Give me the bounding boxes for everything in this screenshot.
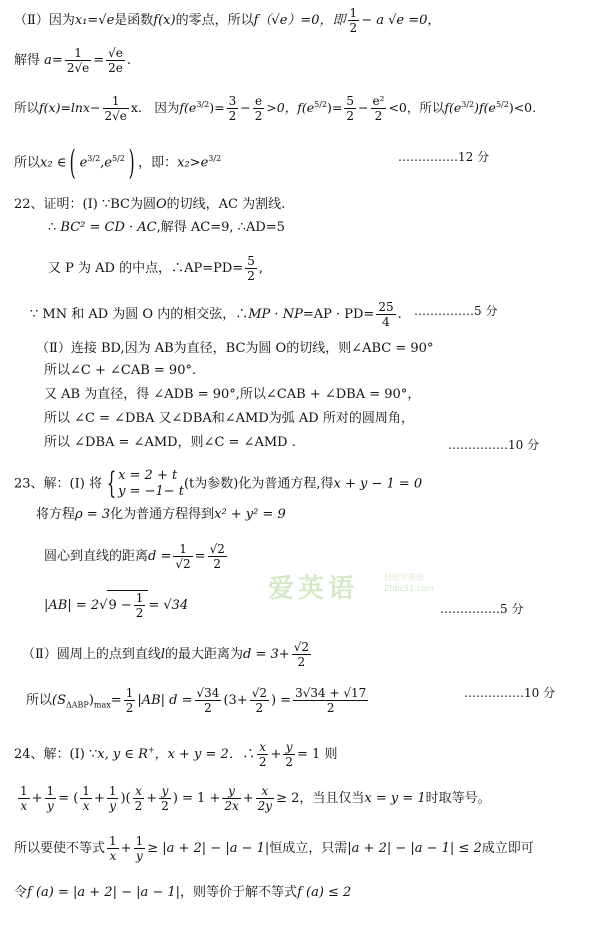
- math: a=: [44, 53, 63, 68]
- numerator: 25: [378, 300, 394, 314]
- math: )f(e: [474, 100, 496, 115]
- numerator: y: [283, 740, 295, 755]
- text: <0，所以: [388, 100, 445, 115]
- q24-line-1: [14, 740, 337, 769]
- numerator: 1: [82, 784, 90, 798]
- text: ): [88, 693, 94, 708]
- text: 的最大距离为: [165, 647, 244, 662]
- watermark-sub-text: [384, 572, 434, 594]
- numerator: 1: [109, 834, 117, 848]
- fraction: [107, 784, 119, 813]
- numerator: √e: [108, 46, 123, 60]
- q23-score-2: ……………10 分: [464, 686, 556, 700]
- watermark-logo-text: 爱英语: [268, 574, 359, 604]
- math: |a + 2| − |a − 1| ≤ 2: [347, 841, 482, 856]
- denominator: 2: [213, 557, 222, 571]
- math: = √34: [148, 598, 189, 613]
- math: x₁=√e: [74, 13, 115, 28]
- text: ，则等价于解不等式: [180, 885, 298, 900]
- math: x² + y² = 9: [214, 507, 286, 522]
- fraction: [107, 834, 119, 863]
- watermark: [268, 568, 468, 606]
- math: − a √e =0，: [361, 13, 441, 28]
- denominator: 2: [285, 755, 294, 769]
- text: 所以: [14, 100, 40, 115]
- denominator: 2: [134, 799, 143, 813]
- q22-score-2: ……………10 分: [448, 438, 540, 452]
- text: (3+: [223, 693, 248, 708]
- exponent: 3/2: [208, 154, 222, 164]
- fraction: [45, 784, 57, 813]
- fraction: [256, 784, 274, 813]
- numerator: 3√34 + √17: [295, 686, 367, 700]
- fraction: [195, 686, 222, 715]
- text: =: [110, 693, 122, 708]
- q23-line-6: [26, 686, 370, 715]
- q21-score: ……………12 分: [398, 150, 490, 164]
- text: .: [397, 307, 402, 322]
- text: +: [31, 791, 43, 806]
- right-paren: ): [128, 143, 135, 183]
- math: |AB| d =: [137, 693, 193, 708]
- q21-line-4: [14, 143, 222, 183]
- fraction: [133, 784, 145, 813]
- left-brace: {: [106, 466, 117, 501]
- text: (t为参数)化为普通方程,得: [183, 476, 334, 492]
- text: 的切线，AC 为割线.: [166, 197, 286, 212]
- subscript: max: [93, 700, 111, 710]
- numerator: 1: [108, 784, 117, 798]
- text: 的零点，所以: [175, 13, 254, 28]
- fraction: [65, 46, 91, 75]
- text: 又 P 为 AD 的中点，∴AP=PD=: [48, 261, 244, 276]
- q24-line-3: [14, 834, 534, 863]
- numerator: 1: [125, 686, 134, 700]
- denominator: 2e: [108, 61, 123, 75]
- q22-line-8: 所以 ∠C = ∠DBA 又∠DBA和∠AMD为弧 AD 所对的圆周角，: [44, 411, 414, 426]
- fraction: [103, 94, 129, 123]
- math: f(e: [444, 100, 462, 115]
- exponent: 5/2: [314, 99, 328, 109]
- math: f (a) = |a + 2| − |a − 1|: [27, 885, 181, 900]
- denominator: 2√e: [104, 109, 127, 123]
- numerator: 3: [228, 94, 237, 108]
- denominator: x: [82, 799, 90, 813]
- denominator: 2: [161, 799, 169, 813]
- exponent: 3/2: [87, 154, 101, 164]
- q23-line-2: [36, 506, 286, 524]
- exponent: 3/2: [461, 99, 475, 109]
- numerator: e: [253, 94, 265, 109]
- fraction: [253, 94, 265, 123]
- denominator: 2: [346, 109, 355, 123]
- text: 化为普通方程得到: [110, 507, 215, 522]
- text: )<0.: [508, 100, 537, 115]
- text: x． 因为: [130, 100, 180, 115]
- math: x + y − 1 = 0: [333, 476, 423, 492]
- fraction: [292, 640, 311, 669]
- text: （Ⅱ）圆周上的点到直线: [22, 647, 161, 662]
- q23-line-4: [44, 590, 188, 620]
- q23-line-3: [44, 542, 229, 571]
- exponent: 5/2: [495, 99, 509, 109]
- text: = (: [58, 791, 79, 806]
- equation: y = −1− t: [118, 484, 184, 499]
- numerator: e²: [372, 94, 385, 108]
- equation-system: [118, 468, 184, 500]
- text: 成立即可: [481, 841, 534, 856]
- q23-score-1: ……………5 分: [440, 602, 524, 616]
- numerator: x: [256, 784, 274, 799]
- fraction: [283, 740, 295, 769]
- fraction: [222, 784, 240, 813]
- numerator: 1: [103, 94, 129, 109]
- denominator: 2: [125, 701, 134, 715]
- denominator: 2: [258, 755, 267, 769]
- numerator: x: [133, 784, 145, 799]
- denominator: y: [135, 849, 143, 863]
- q22-line-6: 所以∠C + ∠CAB = 90°.: [44, 363, 197, 378]
- numerator: y: [159, 784, 171, 799]
- fraction: [106, 46, 125, 75]
- denominator: 2: [374, 109, 383, 123]
- denominator: √2: [175, 557, 191, 571]
- text: ) = 1 +: [172, 791, 221, 806]
- left-paren: (: [69, 143, 76, 183]
- math: x₂>e: [177, 155, 209, 171]
- q23-line-5: [22, 640, 313, 669]
- numerator: 1: [135, 591, 144, 605]
- denominator: 4: [382, 315, 390, 329]
- text: 所以: [14, 155, 41, 171]
- math: f（√e）=0，即: [253, 13, 346, 28]
- q22-line-7: 又 AB 为直径，得 ∠ADB = 90°,所以∠CAB + ∠DBA = 90°，: [44, 387, 421, 402]
- text: 圆心到直线的距离: [44, 549, 149, 564]
- text: )=: [209, 100, 225, 115]
- denominator: 2: [326, 701, 335, 715]
- text: +: [242, 791, 254, 806]
- q21-line-2: [14, 46, 131, 75]
- denominator: 2: [349, 21, 358, 35]
- equation: x = 2 + t: [118, 468, 178, 483]
- math: ρ = 3: [75, 507, 111, 522]
- text: .: [126, 53, 131, 68]
- q24-line-4: [14, 884, 351, 902]
- q22-line-3: [48, 254, 263, 283]
- math: x = y = 1: [364, 791, 426, 806]
- radicand: [107, 590, 148, 620]
- denominator: 2: [204, 701, 212, 715]
- q22-line-5: （Ⅱ）连接 BD,因为 AB为直径，BC为圆 O的切线，则∠ABC = 90°: [36, 341, 434, 356]
- math: x₂ ∈: [40, 155, 67, 171]
- numerator: 1: [65, 46, 91, 61]
- text: 23、解：(Ⅰ) 将: [14, 476, 102, 492]
- text: )(: [120, 791, 131, 806]
- denominator: 2y: [257, 799, 273, 813]
- text: 是函数: [114, 13, 154, 28]
- denominator: 2: [247, 269, 255, 283]
- numerator: √2: [251, 686, 267, 700]
- math: ,e: [100, 155, 112, 171]
- text: 24、解：(Ⅰ) ∵: [14, 747, 98, 762]
- watermark-line: 轻松学英语: [384, 573, 424, 582]
- text: 恒成立，只需: [269, 841, 348, 856]
- exponent: 5/2: [112, 154, 125, 164]
- fraction: [134, 834, 146, 863]
- math: d =: [148, 549, 172, 564]
- fraction: [134, 591, 146, 620]
- text: −: [240, 100, 251, 115]
- q21-line-1: [14, 6, 440, 35]
- q22-line-1: [14, 196, 285, 214]
- denominator: 2: [297, 655, 306, 669]
- q24-line-2: [16, 784, 491, 813]
- math: MP · NP: [248, 307, 303, 322]
- numerator: 1: [135, 834, 144, 848]
- math: (S: [52, 693, 66, 708]
- watermark-line: Zhbc51.com: [384, 584, 434, 593]
- math: x, y ∈ R: [97, 747, 148, 762]
- fraction: [344, 94, 356, 123]
- math: O: [155, 197, 167, 212]
- fraction: [293, 686, 368, 715]
- subscript: ΔABP: [66, 700, 89, 710]
- q22-line-9: 所以 ∠DBA = ∠AMD，则∠C = ∠AMD .: [44, 435, 296, 450]
- text: = 1 则: [297, 747, 338, 762]
- text: 时取等号。: [425, 791, 491, 806]
- text: =: [194, 549, 206, 564]
- text: +: [270, 747, 282, 762]
- text: =: [93, 53, 105, 68]
- numerator: √2: [209, 542, 225, 556]
- fraction: [124, 686, 136, 715]
- math: 9 −: [108, 598, 132, 613]
- numerator: 1: [173, 542, 192, 557]
- text: +: [93, 791, 105, 806]
- text: =AP · PD=: [302, 307, 375, 322]
- q23-line-1: [14, 468, 422, 500]
- denominator: 2: [228, 109, 237, 123]
- math: f(x)=lnx−: [39, 100, 101, 115]
- math: BC² = CD · AC: [60, 220, 157, 235]
- text: ) =: [270, 693, 292, 708]
- numerator: 1: [46, 784, 55, 798]
- numerator: √2: [293, 640, 309, 654]
- fraction: [18, 784, 30, 813]
- fraction: [80, 784, 92, 813]
- fraction: [348, 6, 360, 35]
- math: f(e: [179, 100, 197, 115]
- numerator: y: [222, 784, 240, 799]
- math: f (a) ≤ 2: [297, 885, 352, 900]
- text: −: [358, 100, 369, 115]
- denominator: 2: [255, 701, 264, 715]
- denominator: y: [109, 799, 117, 813]
- q22-line-2: [48, 219, 285, 237]
- text: 所以: [26, 693, 53, 708]
- fraction: [227, 94, 239, 123]
- math: |AB| = 2: [44, 598, 100, 613]
- math: f(x): [153, 13, 176, 28]
- fraction: [257, 740, 269, 769]
- fraction: [173, 542, 192, 571]
- math: d = 3+: [243, 647, 290, 662]
- text: ≥ 2，当且仅当: [276, 791, 365, 806]
- text: ,解得 AC=9, ∴AD=5: [156, 220, 285, 235]
- q22-line-4: [30, 300, 402, 329]
- math: ≥ |a + 2| − |a − 1|: [147, 841, 270, 856]
- text: 所以要使不等式: [14, 841, 106, 856]
- text: ∵ MN 和 AD 为圆 O 内的相交弦，∴: [30, 307, 249, 322]
- denominator: 2: [254, 109, 263, 123]
- numerator: √34: [196, 686, 220, 700]
- fraction: [208, 542, 227, 571]
- text: +: [120, 841, 132, 856]
- denominator: x: [109, 849, 117, 863]
- denominator: 2: [135, 606, 144, 620]
- text: ∴: [48, 220, 57, 235]
- denominator: y: [46, 799, 54, 813]
- q21-line-3: [14, 94, 536, 123]
- denominator: 2x: [224, 799, 239, 813]
- fraction: [159, 784, 171, 813]
- exponent: 3/2: [196, 99, 210, 109]
- superscript: +: [147, 745, 155, 755]
- text: +: [146, 791, 158, 806]
- denominator: 2√e: [66, 61, 90, 75]
- text: 22、证明：(Ⅰ) ∵BC为圆: [14, 197, 156, 212]
- fraction: [371, 94, 387, 123]
- math: >0，f(e: [266, 100, 315, 115]
- numerator: 5: [247, 254, 255, 268]
- numerator: 5: [346, 94, 355, 108]
- math: l: [160, 647, 166, 662]
- q22-score-1: ……………5 分: [414, 304, 498, 318]
- fraction: [376, 300, 395, 329]
- text: 令: [14, 885, 28, 900]
- math: ，x + y = 2．∴: [154, 747, 255, 762]
- numerator: 1: [20, 784, 28, 798]
- text: 将方程: [36, 507, 76, 522]
- text: （Ⅱ）因为: [14, 13, 75, 28]
- denominator: x: [20, 799, 28, 813]
- numerator: x: [257, 740, 269, 755]
- math: e: [79, 155, 88, 171]
- text: ,: [258, 261, 263, 276]
- fraction: [245, 254, 257, 283]
- text: ，即：: [138, 155, 178, 171]
- text: 解得: [14, 53, 41, 68]
- text: )=: [327, 100, 343, 115]
- numerator: 1: [349, 6, 358, 20]
- fraction: [250, 686, 269, 715]
- sqrt-sign: √: [99, 598, 108, 613]
